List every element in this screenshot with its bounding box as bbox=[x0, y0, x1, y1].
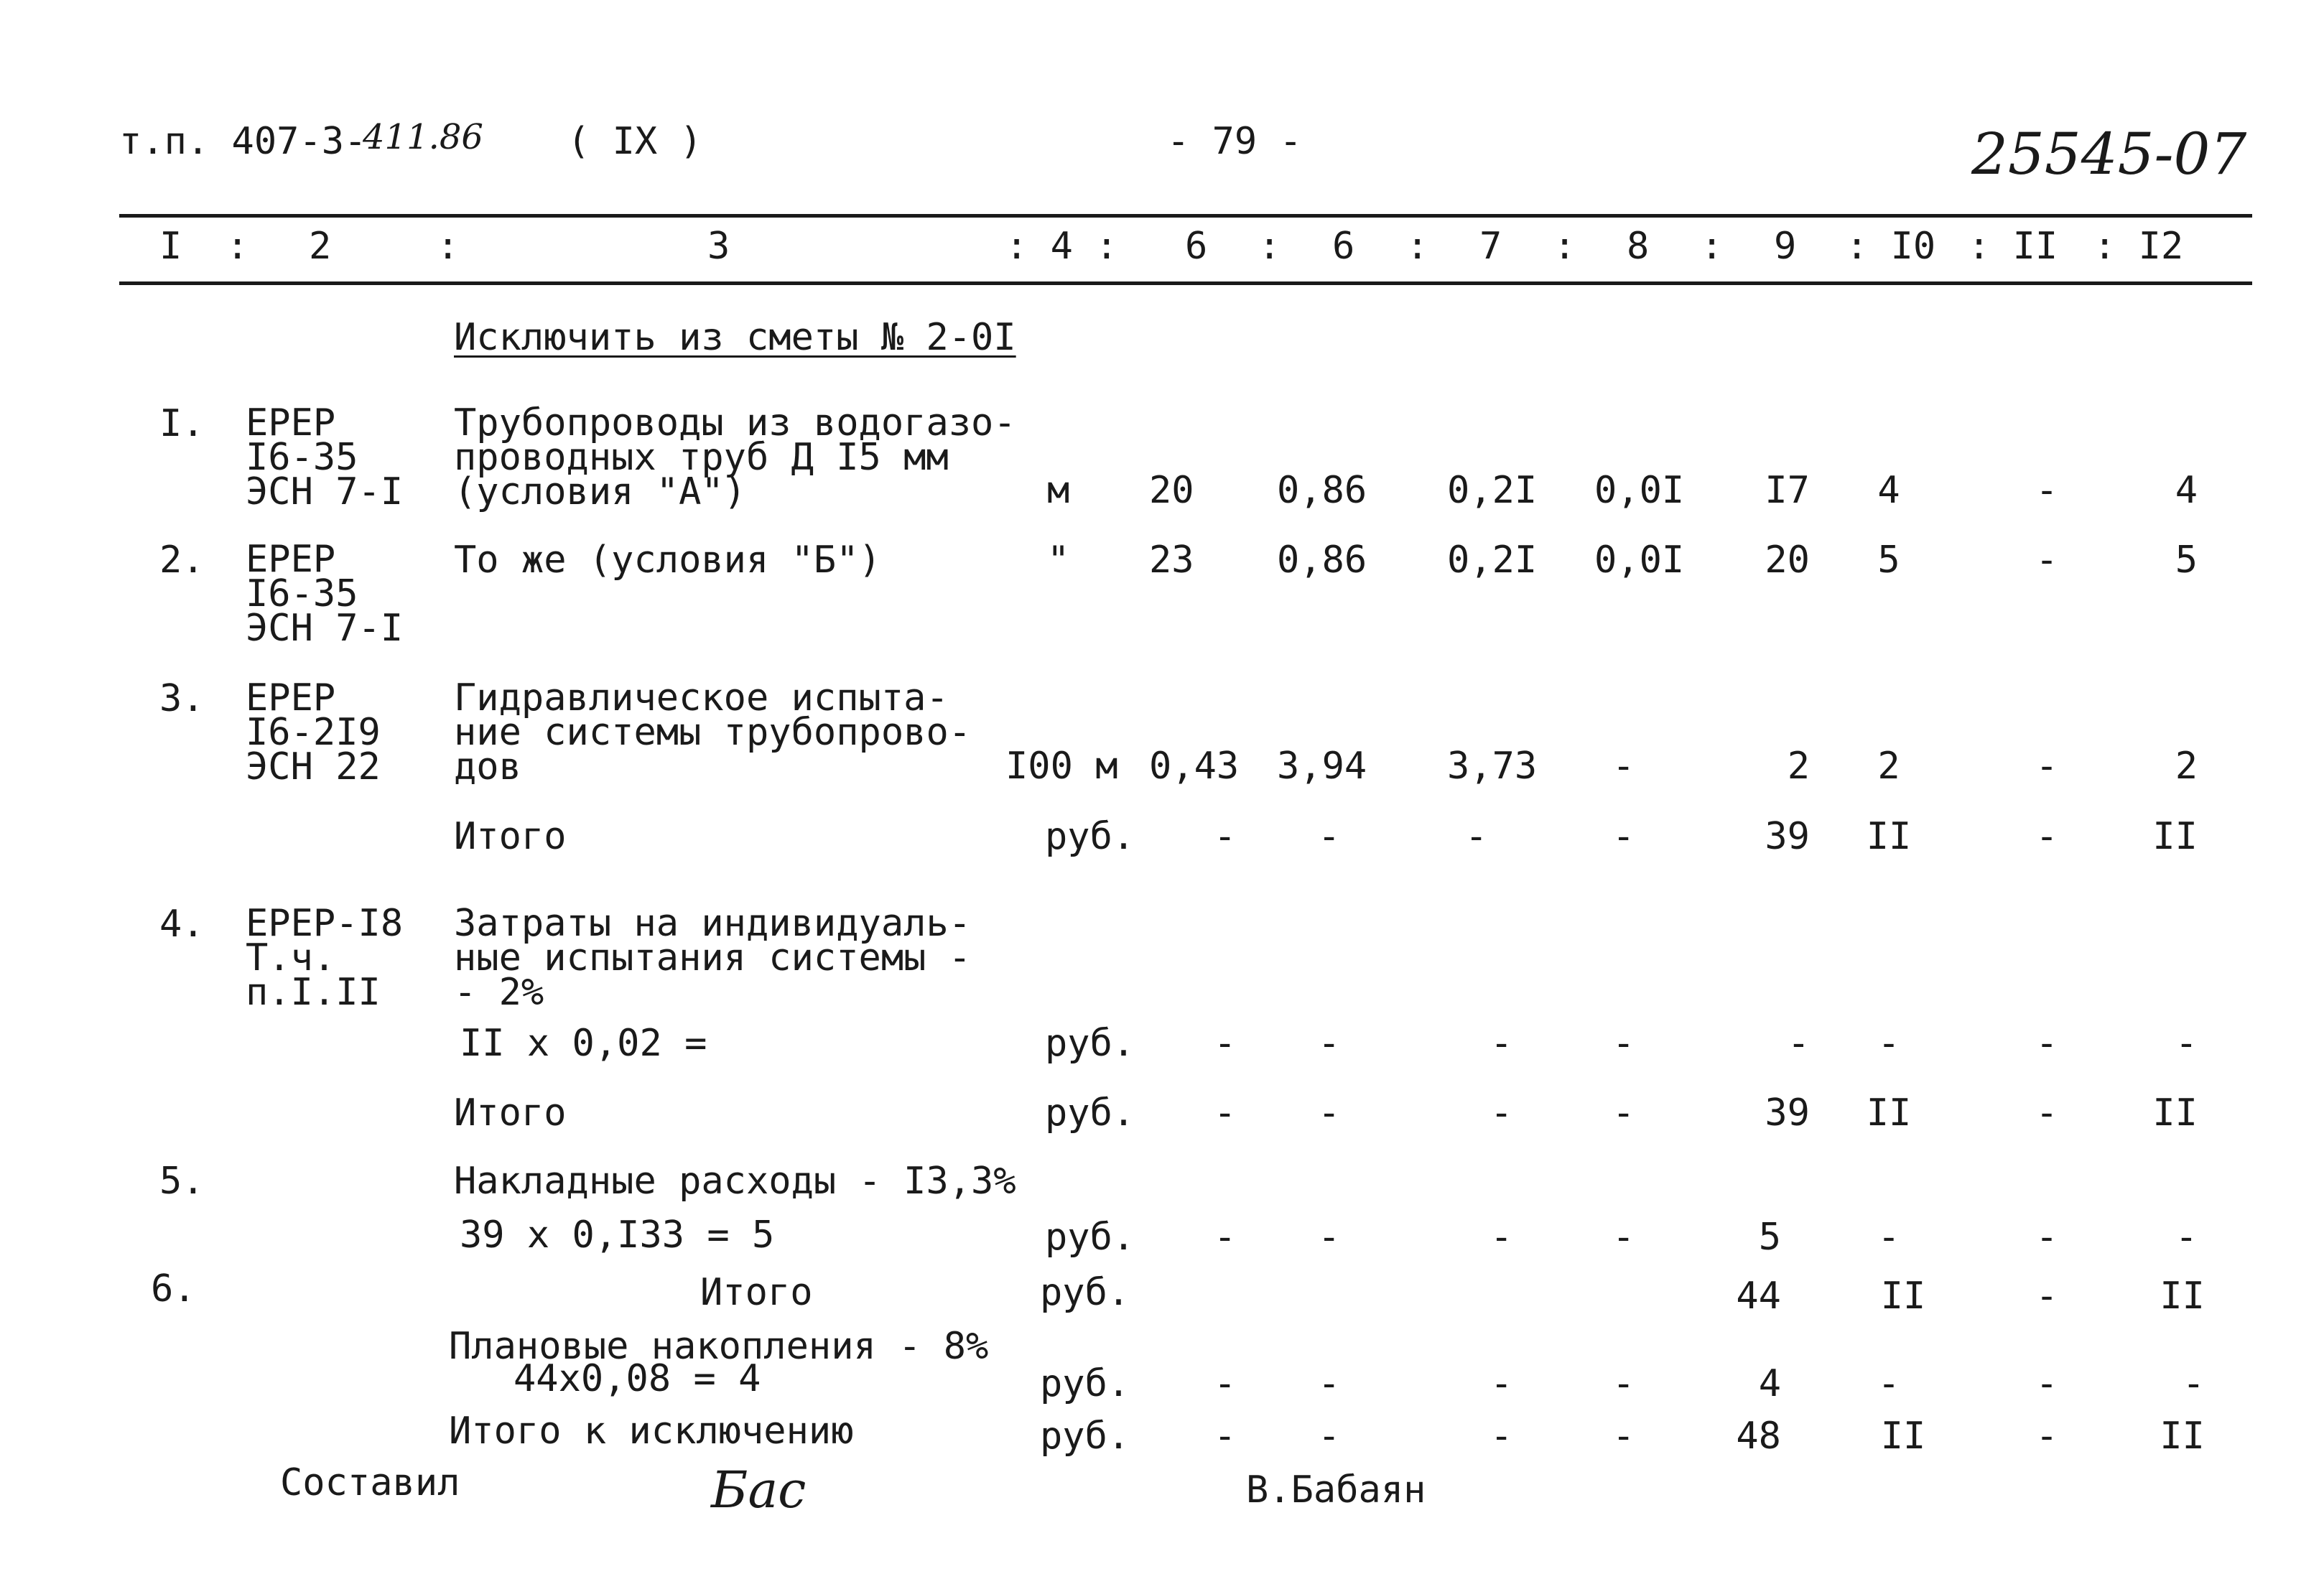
unit: руб. bbox=[1045, 1216, 1135, 1259]
col9-value: I7 bbox=[1765, 469, 1810, 512]
col-separator: : bbox=[1701, 225, 1724, 268]
col6-value: - bbox=[1318, 1415, 1341, 1458]
unit: руб. bbox=[1040, 1271, 1130, 1314]
col6-value: - bbox=[1318, 1022, 1341, 1065]
quantity: - bbox=[1214, 1415, 1237, 1458]
row-number: 3. bbox=[159, 677, 205, 720]
col-separator: : bbox=[1406, 225, 1429, 268]
item-calculation: 44x0,08 = 4 bbox=[513, 1357, 761, 1400]
col11-value: - bbox=[2035, 815, 2058, 858]
col-header-12: : I2 bbox=[2093, 225, 2184, 268]
col-separator: : bbox=[1553, 225, 1576, 268]
col-header-7: 7 bbox=[1479, 225, 1502, 268]
col-header-8: 8 bbox=[1627, 225, 1650, 268]
col9-value: 2 bbox=[1787, 745, 1810, 788]
col8-value: - bbox=[1612, 1216, 1635, 1259]
col10-value: 4 bbox=[1877, 469, 1900, 512]
col10-value: II bbox=[1866, 815, 1912, 858]
item-description: Итого bbox=[454, 815, 567, 858]
col8-value: - bbox=[1612, 1362, 1635, 1405]
unit: м bbox=[1047, 469, 1070, 512]
col12-value: - bbox=[2182, 1362, 2205, 1405]
quantity: - bbox=[1214, 1022, 1237, 1065]
col10-value: II bbox=[1880, 1415, 1926, 1458]
col12-value: 4 bbox=[2175, 469, 2198, 512]
col10-value: 2 bbox=[1877, 745, 1900, 788]
item-description: Итого bbox=[700, 1271, 813, 1314]
col11-value: - bbox=[2035, 1415, 2058, 1458]
unit: I00 м bbox=[1005, 745, 1118, 788]
col8-value: 0,0I bbox=[1594, 469, 1685, 512]
col11-value: - bbox=[2035, 469, 2058, 512]
col-header-1: I bbox=[159, 225, 182, 268]
col9-value: 5 bbox=[1758, 1216, 1781, 1259]
col-separator: : bbox=[1258, 225, 1281, 268]
col8-value: - bbox=[1612, 1091, 1635, 1135]
col10-value: 5 bbox=[1877, 539, 1900, 582]
quantity: 23 bbox=[1149, 539, 1194, 582]
col11-value: - bbox=[2035, 1275, 2058, 1318]
col7-value: - bbox=[1490, 1415, 1513, 1458]
quantity: 0,43 bbox=[1149, 745, 1240, 788]
unit: руб. bbox=[1040, 1362, 1130, 1405]
col-header-3: 3 bbox=[707, 225, 730, 268]
col6-value: - bbox=[1318, 1216, 1341, 1259]
quantity: 20 bbox=[1149, 469, 1194, 512]
doc-number-prefix: т.п. 407-3- bbox=[119, 120, 367, 163]
unit: " bbox=[1047, 539, 1070, 582]
quantity: - bbox=[1214, 1362, 1237, 1405]
item-description: Накладные расходы - I3,3% bbox=[454, 1160, 1016, 1203]
col12-value: II bbox=[2160, 1415, 2205, 1458]
row-number: 2. bbox=[159, 539, 205, 582]
rate-code: ЕРЕР I6-35 ЭСН 7-I bbox=[246, 538, 404, 650]
quantity: - bbox=[1214, 1091, 1237, 1135]
col9-value: 39 bbox=[1765, 815, 1810, 858]
col6-value: - bbox=[1318, 1091, 1341, 1135]
col8-value: - bbox=[1612, 1022, 1635, 1065]
col7-value: 0,2I bbox=[1447, 539, 1538, 582]
item-description: Затраты на индивидуаль- ные испытания системы - - 2% bbox=[454, 902, 972, 1014]
col-header-9: 9 bbox=[1774, 225, 1797, 268]
col11-value: - bbox=[2035, 1362, 2058, 1405]
col11-value: - bbox=[2035, 1091, 2058, 1135]
col12-value: - bbox=[2175, 1022, 2198, 1065]
item-description: II x 0,02 = bbox=[460, 1022, 707, 1065]
col9-value: 48 bbox=[1736, 1415, 1781, 1458]
header-bottom-rule bbox=[119, 281, 2252, 285]
col12-value: II bbox=[2152, 815, 2198, 858]
item-description: Плановые накопления - 8% bbox=[449, 1325, 989, 1368]
item-description: Итого bbox=[454, 1091, 567, 1135]
item-description: 39 x 0,I33 = 5 bbox=[460, 1214, 775, 1257]
item-description: Трубопроводы из водогазо- проводных труб Д I5 мм (условия "А") bbox=[454, 401, 1016, 513]
col6-value: 3,94 bbox=[1277, 745, 1367, 788]
rate-code: ЕРЕР-I8 Т.ч. п.I.II bbox=[246, 902, 404, 1014]
col8-value: - bbox=[1612, 745, 1635, 788]
col6-value: - bbox=[1318, 1362, 1341, 1405]
col10-value: - bbox=[1877, 1022, 1900, 1065]
col8-value: - bbox=[1612, 1415, 1635, 1458]
row-number: I. bbox=[159, 402, 205, 445]
section-label: ( IX ) bbox=[567, 120, 702, 163]
signature: Бас bbox=[711, 1461, 807, 1519]
col-header-4: : 4 : bbox=[1005, 225, 1118, 268]
col7-value: - bbox=[1490, 1362, 1513, 1405]
col-header-10: : I0 bbox=[1846, 225, 1936, 268]
col11-value: - bbox=[2035, 1022, 2058, 1065]
col12-value: 2 bbox=[2175, 745, 2198, 788]
col-header-5: 6 bbox=[1185, 225, 1208, 268]
row-number: 4. bbox=[159, 903, 205, 946]
col7-value: - bbox=[1465, 815, 1488, 858]
col6-value: - bbox=[1318, 815, 1341, 858]
col-header-2: 2 bbox=[309, 225, 332, 268]
col7-value: 3,73 bbox=[1447, 745, 1538, 788]
col11-value: - bbox=[2035, 1216, 2058, 1259]
item-description: То же (условия "Б") bbox=[454, 539, 881, 582]
col-header-6: 6 bbox=[1332, 225, 1355, 268]
row-number: 6. bbox=[151, 1267, 196, 1310]
unit: руб. bbox=[1045, 1091, 1135, 1135]
col6-value: 0,86 bbox=[1277, 469, 1367, 512]
col7-value: - bbox=[1490, 1091, 1513, 1135]
col8-value: - bbox=[1612, 815, 1635, 858]
col10-value: - bbox=[1877, 1362, 1900, 1405]
item-description: Итого к исключению bbox=[449, 1410, 854, 1453]
page-number: - 79 - bbox=[1167, 120, 1302, 163]
header-top-rule bbox=[119, 214, 2252, 218]
col12-value: 5 bbox=[2175, 539, 2198, 582]
quantity: - bbox=[1214, 1216, 1237, 1259]
col11-value: - bbox=[2035, 745, 2058, 788]
document-stamp: 25545-07 bbox=[1971, 121, 2247, 187]
row-number: 5. bbox=[159, 1160, 205, 1203]
unit: руб. bbox=[1040, 1415, 1130, 1458]
col-header-11: : II bbox=[1968, 225, 2058, 268]
col9-value: 39 bbox=[1765, 1091, 1810, 1135]
col7-value: - bbox=[1490, 1022, 1513, 1065]
col11-value: - bbox=[2035, 539, 2058, 582]
unit: руб. bbox=[1045, 1022, 1135, 1065]
col12-value: II bbox=[2160, 1275, 2205, 1318]
rate-code: ЕРЕР I6-35 ЭСН 7-I bbox=[246, 401, 404, 513]
col10-value: II bbox=[1880, 1275, 1926, 1318]
unit: руб. bbox=[1045, 815, 1135, 858]
col-separator: : bbox=[226, 225, 249, 268]
col-separator: : bbox=[437, 225, 460, 268]
compiled-by-label: Составил bbox=[280, 1461, 460, 1504]
col12-value: - bbox=[2175, 1216, 2198, 1259]
col8-value: 0,0I bbox=[1594, 539, 1685, 582]
doc-number-suffix: 411.86 bbox=[363, 117, 483, 157]
rate-code: ЕРЕР I6-2I9 ЭСН 22 bbox=[246, 676, 381, 788]
col9-value: 20 bbox=[1765, 539, 1810, 582]
item-description: Гидравлическое испыта- ние системы трубопрово- дов bbox=[454, 676, 972, 788]
col9-value: - bbox=[1787, 1022, 1810, 1065]
col9-value: 44 bbox=[1736, 1275, 1781, 1318]
quantity: - bbox=[1214, 815, 1237, 858]
section-title: Исключить из сметы № 2-0I bbox=[454, 316, 1016, 359]
col6-value: 0,86 bbox=[1277, 539, 1367, 582]
col7-value: - bbox=[1490, 1216, 1513, 1259]
col10-value: - bbox=[1877, 1216, 1900, 1259]
compiler-name: В.Бабаян bbox=[1246, 1468, 1426, 1512]
col7-value: 0,2I bbox=[1447, 469, 1538, 512]
col9-value: 4 bbox=[1758, 1362, 1781, 1405]
col12-value: II bbox=[2152, 1091, 2198, 1135]
col10-value: II bbox=[1866, 1091, 1912, 1135]
